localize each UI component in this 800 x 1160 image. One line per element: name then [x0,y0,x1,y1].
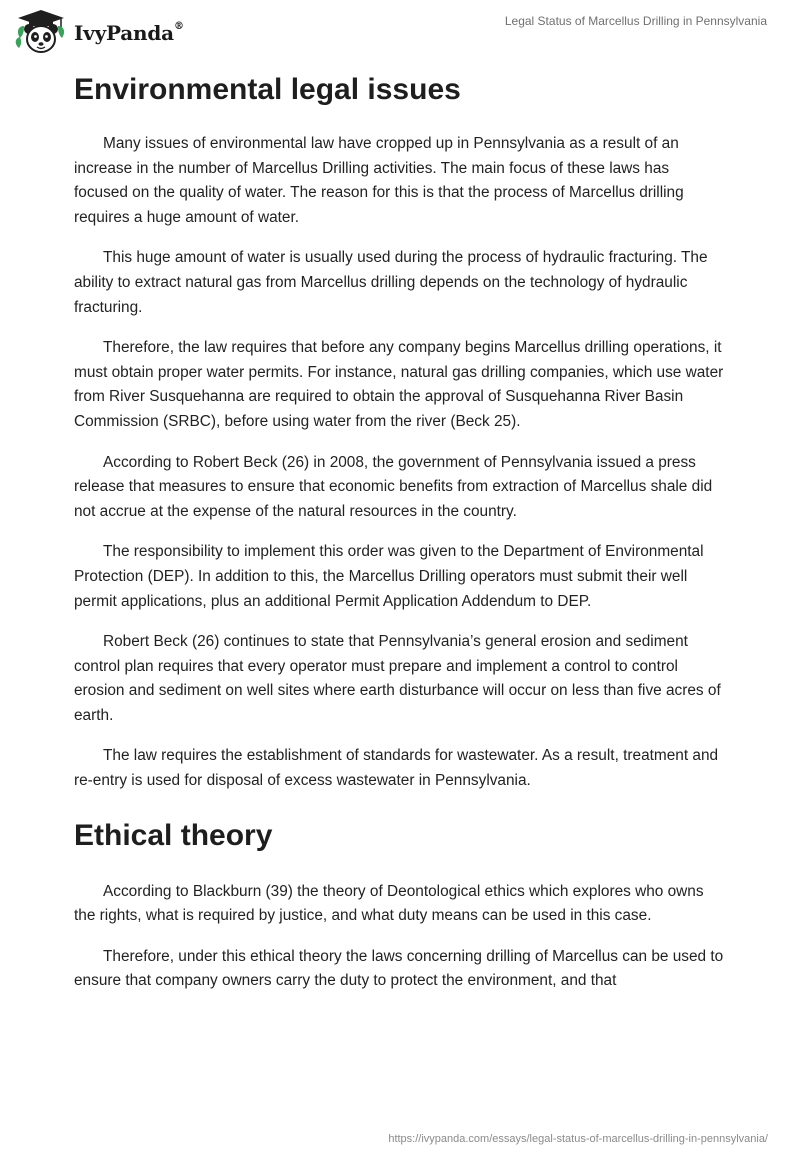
paragraph: This huge amount of water is usually used during the process of hydraulic fracturing. The ability to extract natural gas from Marcellus drilling depends on the technology of hydraulic fracturing. [74,249,708,316]
panda-graduate-icon [14,8,68,56]
paragraph: Therefore, the law requires that before any company begins Marcellus drilling operations, it must obtain proper water permits. For instance, natural gas drilling companies, which use water from River Susquehanna are required to obtain the approval of Susquehanna River Basin Commission (SRBC), before using water from the river (Beck 25). [74,339,724,430]
page-header [0,0,800,62]
document-title: Legal Status of Marcellus Drilling in Pennsylvania [504,14,767,28]
paragraph: The law requires the establishment of standards for wastewater. As a result, treatment and re-entry is used for disposal of excess wastewater in Pennsylvania. [74,747,719,790]
section-heading-ethical: Ethical theory [74,818,273,852]
paragraph: Robert Beck (26) continues to state that Pennsylvania’s general erosion and sediment control plan requires that every operator must prepare and implement a control to control erosion and sediment on well sites where earth disturbance will occur on less than five acres of earth. [74,633,721,724]
source-url[interactable]: https://ivypanda.com/essays/legal-status-of-marcellus-drilling-in-pennsylvania/ [388,1133,768,1145]
paragraph: The responsibility to implement this order was given to the Department of Environmental Protection (DEP). In addition to this, the Marcellus Drilling operators must submit their well permit applications, plus an additional Permit Application Addendum to DEP. [74,543,704,610]
paragraph: According to Blackburn (39) the theory of Deontological ethics which explores who owns the rights, what is required by justice, and what duty means can be used in this case. [74,882,704,925]
paragraph: Therefore, under this ethical theory the laws concerning drilling of Marcellus can be used to ensure that company owners carry the duty to protect the environment, and that [74,947,724,990]
section-heading-environmental: Environmental legal issues [74,73,461,106]
brand-name: IvyPanda® [74,21,184,45]
ivypanda-logo[interactable] [14,8,184,56]
paragraph: According to Robert Beck (26) in 2008, the government of Pennsylvania issued a press release that measures to ensure that economic benefits from extraction of Marcellus shale did not accrue at the expense of the natural resources in the country. [74,453,713,520]
paragraph: Many issues of environmental law have cropped up in Pennsylvania as a result of an increase in the number of Marcellus Drilling activities. The main focus of these laws has focused on the quality of water. The reason for this is that the process of Marcellus drilling requires a huge amount of water. [74,135,684,226]
article-body [74,70,726,1010]
